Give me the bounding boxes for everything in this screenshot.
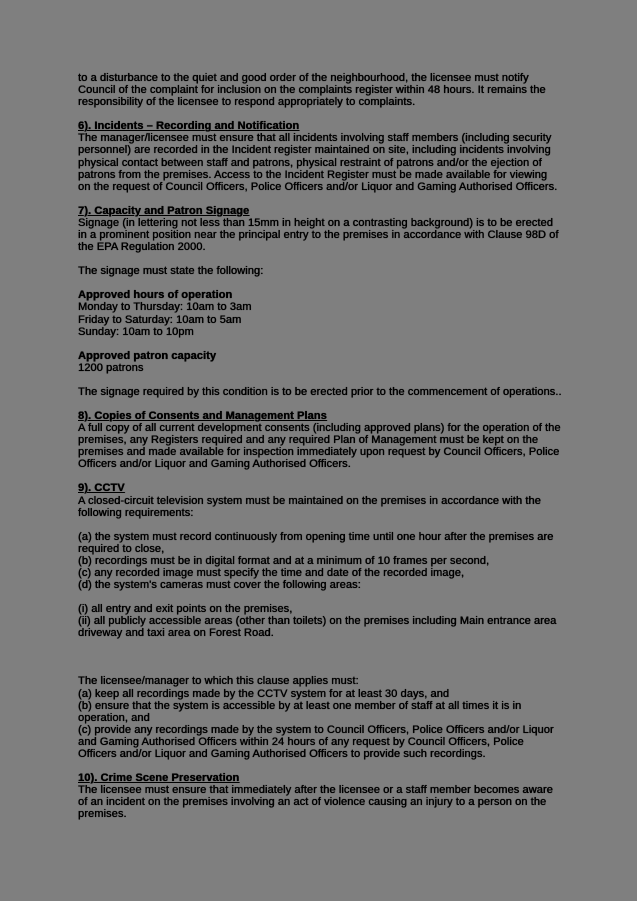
- cctv-licensee-obligations-line-1: (a) keep all recordings made by the CCTV system for at least 30 days, and: [78, 687, 450, 700]
- complaints-paragraph: to a disturbance to the quiet and good order of the neighbourhood, the licensee must notify Council of the complaint for inclusion on the complaints register within 48 hours. It remains the responsibility of the licensee to respond appropriately to complaints.: [78, 72, 546, 109]
- cctv-licensee-obligations-line-3: (c) provide any recordings made by the system to Council Officers, Police Officers and/or Liquor and Gaming Authorised Officers within 24 hours of any request by Council Officers, Police Officers and/or Liquor and Gaming Authorised Officers to provide such recordings.: [78, 723, 554, 761]
- section-9-body: A closed-circuit television system must be maintained on the premises in accordance with the following requirements:: [78, 494, 541, 519]
- section-7-heading: 7). Capacity and Patron Signage: [78, 204, 250, 217]
- signage-intro: The signage must state the following:: [78, 265, 264, 278]
- cctv-coverage-list-line-1: (ii) all publicly accessible areas (other than toilets) on the premises including Main entrance area driveway and taxi area on Forest Road.: [78, 615, 557, 640]
- cctv-coverage-list-line-0: (i) all entry and exit points on the premises,: [78, 603, 293, 616]
- section-6-body: The manager/licensee must ensure that all incidents involving staff members (including security personnel) are recorded in the Incident register maintained on site, including incidents involving physical contact between staff and patrons, physical restraint of patrons and/or the ejection of patrons from the premises. Access to the Incident Register must be made available for viewing on the request of Council Officers, Police Officers and/or Liquor and Gaming Authorised Officers.: [78, 132, 558, 193]
- signage-erection-note: The signage required by this condition is to be erected prior to the commencement of operations..: [78, 385, 562, 398]
- section-10-heading: 10). Crime Scene Preservation: [78, 772, 240, 785]
- approved-hours-list-line-1: Friday to Saturday: 10am to 5am: [78, 313, 242, 326]
- cctv-requirements-list: [78, 531, 562, 591]
- section-10-body: The licensee must ensure that immediately after the licensee or a staff member becomes aware of an incident on the premises involving an act of violence causing an injury to a person on the premises.: [78, 784, 553, 821]
- cctv-requirements-list-line-3: (d) the system's cameras must cover the following areas:: [78, 579, 361, 592]
- cctv-requirements-list-line-2: (c) any recorded image must specify the time and date of the recorded image,: [78, 567, 465, 579]
- cctv-licensee-obligations-line-2: (b) ensure that the system is accessible by at least one member of staff at all times it is in operation, and: [78, 699, 522, 724]
- section-9-heading: 9). CCTV: [78, 482, 125, 495]
- section-8-body: A full copy of all current development consents (including approved plans) for the operation of the premises, any Registers required and any required Plan of Management must be kept on the premises and made available for inspection immediately upon request by Council Officers, Police Officers and/or Liquor and Gaming Authorised Officers.: [78, 422, 561, 471]
- section-7-body: Signage (in lettering not less than 15mm in height on a contrasting background) is to be erected in a prominent position near the principal entry to the premises in accordance with Clause 98D of the EPA Regulation 2000.: [78, 216, 559, 254]
- cctv-licensee-obligations-line-0: The licensee/manager to which this clause applies must:: [78, 675, 359, 688]
- cctv-coverage-list: [78, 603, 562, 639]
- cctv-requirements-list-line-0: (a) the system must record continuously from opening time until one hour after the premises are required to close,: [78, 530, 554, 555]
- approved-capacity-value: 1200 patrons: [78, 361, 144, 374]
- cctv-requirements-list-line-1: (b) recordings must be in digital format and at a minimum of 10 frames per second,: [78, 554, 490, 567]
- approved-hours-label: Approved hours of operation: [78, 289, 233, 302]
- cctv-licensee-obligations: [78, 675, 562, 760]
- section-8-heading: 8). Copies of Consents and Management Plans: [78, 409, 327, 422]
- approved-capacity-label: Approved patron capacity: [78, 349, 217, 362]
- approved-hours-list-line-2: Sunday: 10am to 10pm: [78, 325, 194, 338]
- approved-hours-list-line-0: Monday to Thursday: 10am to 3am: [78, 301, 252, 314]
- document-text-area: [78, 72, 562, 821]
- approved-hours-list: [78, 301, 562, 337]
- section-6-heading: 6). Incidents – Recording and Notification: [78, 120, 300, 133]
